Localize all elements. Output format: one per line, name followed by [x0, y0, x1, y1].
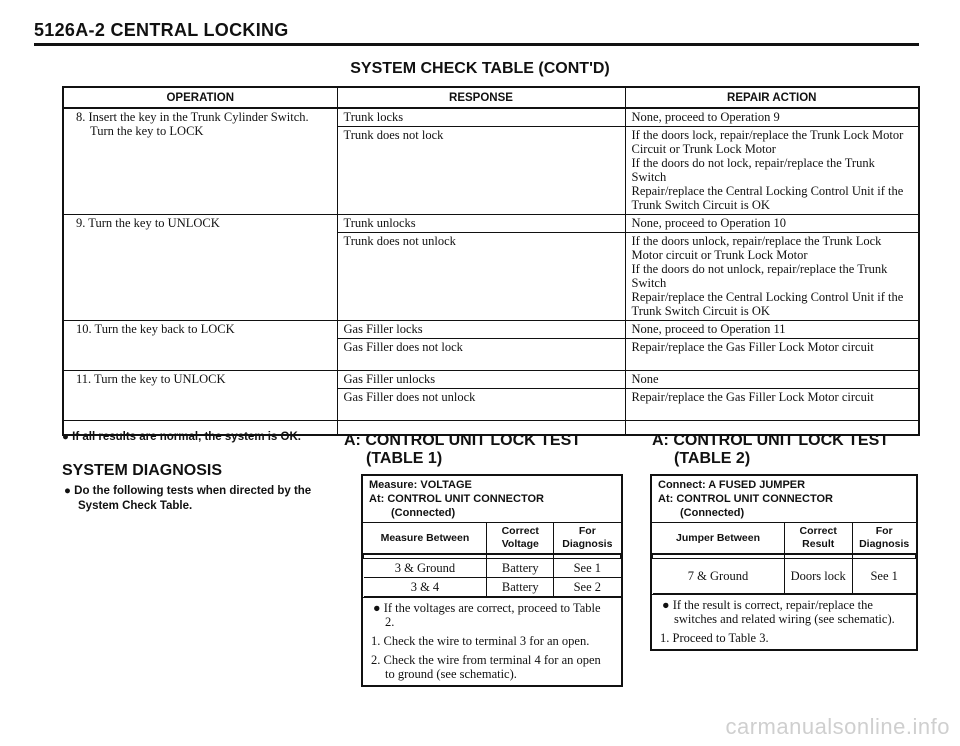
header-rule [34, 43, 919, 46]
table1-col-measure: Measure Between [364, 523, 487, 554]
response-text: Trunk does not unlock [343, 234, 456, 248]
repair-action-text: If the doors lock, repair/replace the Trunk Lock Motor Circuit or Trunk Lock Motor If the doors do not lock, repair/replace the Trunk Switch Repair/replace the Central Locking Control Unit if the Trunk Switch Circuit is OK [631, 128, 904, 212]
system-diagnosis-title: SYSTEM DIAGNOSIS [62, 462, 223, 479]
repair-action-text: Repair/replace the Gas Filler Lock Motor circuit [631, 340, 874, 354]
response-cell [337, 108, 625, 215]
repair-action-text: None [626, 371, 919, 389]
repair-action-text: None, proceed to Operation 11 [626, 321, 919, 339]
col-header-repair-action: REPAIR ACTION [625, 87, 919, 108]
table-row: 7 & Ground Doors lock See 1 [653, 559, 916, 594]
watermark: carmanualsonline.info [725, 714, 950, 739]
table2-title: A: CONTROL UNIT LOCK TEST (TABLE 2) [652, 432, 890, 467]
table-row: 3 & Ground Battery See 1 [364, 559, 621, 578]
table1-box [361, 474, 623, 687]
response-cell [337, 215, 625, 321]
repair-action-cell [625, 371, 919, 421]
table2-header: Connect: A FUSED JUMPER At: CONTROL UNIT CONNECTOR (Connected) [652, 476, 916, 523]
system-check-table [62, 86, 920, 436]
system-check-table-title: SYSTEM CHECK TABLE (CONT'D) [350, 60, 610, 77]
operation-cell: 9. Turn the key to UNLOCK [63, 215, 337, 321]
operation-cell: 11. Turn the key to UNLOCK [63, 371, 337, 421]
response-text: Gas Filler unlocks [338, 371, 625, 389]
table1-grid [363, 523, 621, 597]
normal-results-note: ● If all results are normal, the system is OK. [62, 431, 301, 443]
response-text: Gas Filler does not unlock [343, 390, 476, 404]
table2-box [650, 474, 918, 651]
table1-col-correct: Correct Voltage [487, 523, 554, 554]
response-cell [337, 321, 625, 371]
repair-action-text: If the doors unlock, repair/replace the Trunk Lock Motor circuit or Trunk Lock Motor If the doors do not unlock, repair/replace the Trunk Switch Repair/replace the Central Locking Control Unit if the Trunk Switch Circuit is OK [631, 234, 904, 318]
response-text: Trunk unlocks [338, 215, 625, 233]
operation-cell: 8. Insert the key in the Trunk Cylinder Switch. Turn the key to LOCK [63, 108, 337, 215]
response-text: Trunk does not lock [343, 128, 444, 142]
repair-action-cell [625, 321, 919, 371]
response-text: Gas Filler locks [338, 321, 625, 339]
repair-action-text: None, proceed to Operation 9 [626, 109, 919, 127]
table2-col-correct: Correct Result [784, 523, 852, 554]
table-row: 3 & 4 Battery See 2 [364, 578, 621, 597]
table-row [63, 108, 919, 215]
repair-action-text: None, proceed to Operation 10 [626, 215, 919, 233]
repair-action-cell [625, 108, 919, 215]
table1-col-diagnosis: For Diagnosis [554, 523, 621, 554]
table-row [63, 371, 919, 421]
table1-notes: ● If the voltages are correct, proceed to Table 2. 1. Check the wire to terminal 3 for an open. 2. Check the wire from terminal 4 for an open to ground (see schematic). [363, 597, 621, 685]
operation-cell: 10. Turn the key back to LOCK [63, 321, 337, 371]
table2-notes: ● If the result is correct, repair/replace the switches and related wiring (see schematic). 1. Proceed to Table 3. [652, 594, 916, 649]
response-cell [337, 371, 625, 421]
page-header [34, 20, 919, 41]
repair-action-cell [625, 215, 919, 321]
system-diagnosis-bullet: ● Do the following tests when directed by the System Check Table. [64, 485, 312, 512]
table2-col-diagnosis: For Diagnosis [852, 523, 915, 554]
table1-title: A: CONTROL UNIT LOCK TEST (TABLE 1) [344, 432, 582, 467]
response-text: Trunk locks [338, 109, 625, 127]
table-row [63, 321, 919, 371]
table-row [63, 215, 919, 321]
col-header-operation: OPERATION [63, 87, 337, 108]
response-text: Gas Filler does not lock [343, 340, 463, 354]
table2-grid [652, 523, 916, 594]
col-header-response: RESPONSE [337, 87, 625, 108]
page-title: 5126A-2 CENTRAL LOCKING [34, 20, 289, 40]
table1-header: Measure: VOLTAGE At: CONTROL UNIT CONNECTOR (Connected) [363, 476, 621, 523]
repair-action-text: Repair/replace the Gas Filler Lock Motor circuit [631, 390, 874, 404]
table2-col-jumper: Jumper Between [653, 523, 785, 554]
